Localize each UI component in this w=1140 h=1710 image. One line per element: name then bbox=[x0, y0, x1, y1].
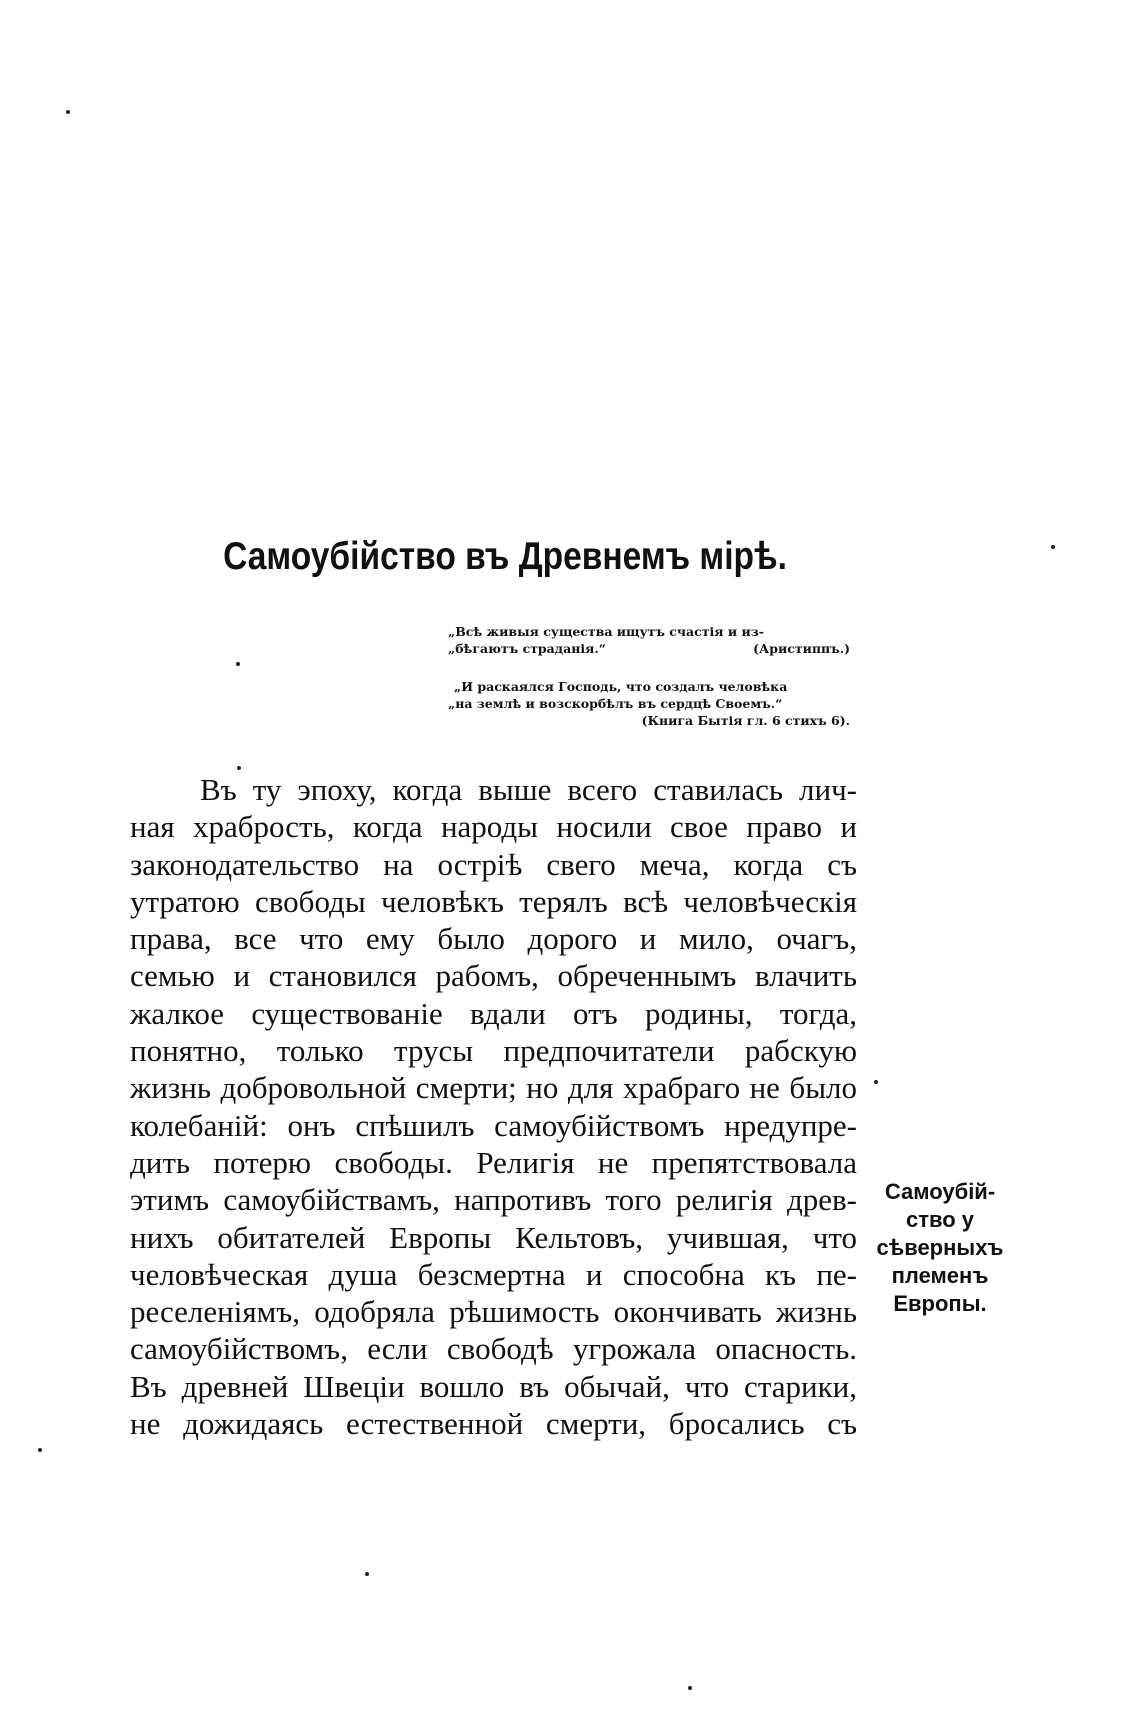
epigraph-line: „И раскаялся Господь, что создалъ человѣка bbox=[454, 679, 788, 694]
epigraph-line: „Всѣ живыя существа ищутъ счастія и из- bbox=[448, 624, 764, 639]
text-line: понятно, только трусы предпочитатели рабскую bbox=[130, 1033, 857, 1069]
epigraph-line: „бѣгаютъ страданія.“ bbox=[448, 641, 606, 656]
text-line: семью и становился рабомъ, обреченнымъ влачить bbox=[130, 958, 857, 994]
scan-speck bbox=[874, 1080, 878, 1084]
margin-note-line: сѣверныхъ bbox=[876, 1235, 1004, 1260]
epigraph-1 bbox=[448, 623, 868, 657]
margin-note-line: Самоубій- bbox=[884, 1179, 996, 1204]
text-line: нихъ обитателей Европы Кельтовъ, учившая, что bbox=[130, 1219, 857, 1255]
text-line: законодательство на остріѣ свего меча, когда съ bbox=[130, 846, 857, 882]
scan-speck bbox=[38, 1448, 42, 1452]
text-line: жалкое существованіе вдали отъ родины, тогда, bbox=[130, 995, 857, 1031]
margin-note-line: ство у bbox=[905, 1207, 975, 1232]
scan-speck bbox=[1051, 545, 1055, 549]
text-line: утратою свободы человѣкъ терялъ всѣ человѣческія bbox=[130, 883, 857, 919]
epigraph-line: „на землѣ и возскорбѣлъ въ сердцѣ Своемъ.“ bbox=[448, 696, 783, 711]
text-line: колебаній: онъ спѣшилъ самоубійствомъ нредупре- bbox=[130, 1107, 857, 1143]
text-line: дить потерю свободы. Религія не препятствовала bbox=[130, 1144, 857, 1180]
margin-note-line: Европы. bbox=[893, 1291, 987, 1316]
text-line: самоубійствомъ, если свободѣ угрожала опасность. bbox=[130, 1331, 857, 1367]
text-line: этимъ самоубійствамъ, напротивъ того религія древ- bbox=[130, 1182, 857, 1218]
text-line: ная храбрость, когда народы носили свое право и bbox=[130, 809, 857, 845]
text-line: жизнь добровольной смерти; но для храбраго не было bbox=[130, 1070, 857, 1106]
text-line: права, все что ему было дорого и мило, очагъ, bbox=[130, 921, 857, 957]
scan-speck bbox=[66, 110, 70, 114]
text-line: реселеніямъ, одобряла рѣшимость окончивать жизнь bbox=[130, 1294, 857, 1330]
text-line: человѣческая душа безсмертна и способна къ пе- bbox=[130, 1256, 857, 1292]
scan-speck bbox=[236, 662, 240, 666]
text-line: Въ ту эпоху, когда выше всего ставилась лич- bbox=[200, 772, 857, 807]
body-paragraph bbox=[130, 771, 857, 1442]
text-line: не дожидаясь естественной смерти, бросались съ bbox=[130, 1406, 857, 1442]
text-line: Въ древней Швеціи вошло въ обычай, что старики, bbox=[130, 1368, 857, 1404]
margin-note-line: племенъ bbox=[891, 1263, 989, 1288]
scan-speck bbox=[237, 766, 241, 770]
epigraph-source: (Аристиппъ.) bbox=[753, 641, 850, 656]
scan-speck bbox=[688, 1686, 692, 1690]
margin-note bbox=[870, 1178, 1010, 1318]
scan-speck bbox=[365, 1572, 369, 1576]
epigraph-2 bbox=[448, 678, 868, 729]
chapter-title: Самоубійство въ Древнемъ мірѣ. bbox=[223, 535, 787, 578]
epigraph-source: (Книга Бытія гл. 6 стихъ 6). bbox=[641, 713, 850, 728]
epigraph-line-with-source bbox=[448, 640, 868, 657]
